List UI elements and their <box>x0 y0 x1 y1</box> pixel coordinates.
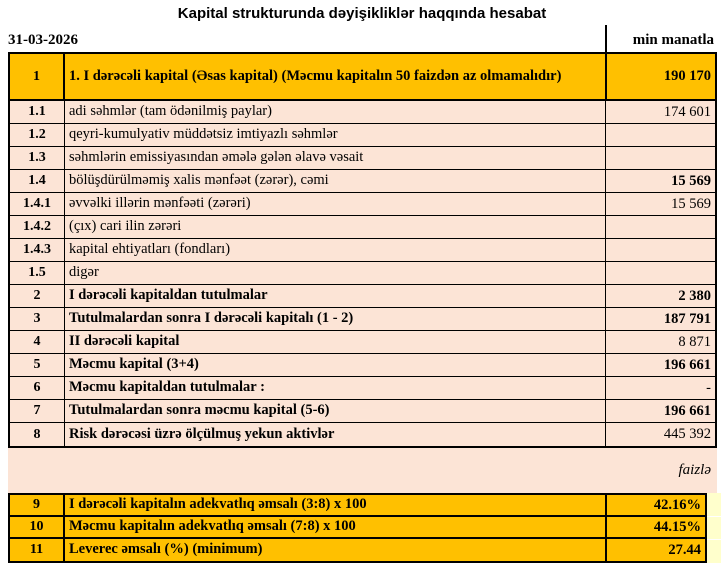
row-id: 5 <box>10 354 65 376</box>
row-id: 7 <box>10 400 65 422</box>
table-row <box>10 308 715 331</box>
percent-note: faizlə <box>678 462 711 478</box>
side-strip <box>707 493 721 563</box>
row-value: 196 661 <box>605 354 715 376</box>
table-row <box>10 495 705 517</box>
table-row <box>10 101 715 124</box>
row-value: 445 392 <box>605 423 715 446</box>
report-title: Kapital strukturunda dəyişikliklər haqqında hesabat <box>177 5 547 22</box>
row-label: Məcmu kapital (3+4) <box>69 356 199 373</box>
row-value: - <box>605 377 715 399</box>
ratio-table <box>8 493 707 563</box>
row-id: 1.3 <box>10 147 65 169</box>
row-label: (çıx) cari ilin zərəri <box>69 218 182 235</box>
table-row <box>10 124 715 147</box>
row-label: 1. I dərəcəli kapital (Əsas kapital) (Məcmu kapitalın 50 faizdən az olmamalıdır) <box>69 67 562 84</box>
table-row <box>10 377 715 400</box>
table-row <box>10 517 705 539</box>
header-row <box>8 25 717 52</box>
row-value: 190 170 <box>605 54 715 99</box>
row-id: 6 <box>10 377 65 399</box>
side-strip-cell <box>707 540 721 563</box>
row-value: 15 569 <box>605 170 715 192</box>
row-value <box>605 239 715 261</box>
row-label: Tutulmalardan sonra I dərəcəli kapitalı (1 - 2) <box>69 310 354 327</box>
row-id: 1.4 <box>10 170 65 192</box>
row-label: Tutulmalardan sonra məcmu kapital (5-6) <box>69 402 330 419</box>
table-row <box>10 54 715 101</box>
row-id: 9 <box>10 495 65 515</box>
row-label: Məcmu kapitalın adekvatlıq əmsalı (7:8) x 100 <box>69 518 356 535</box>
row-label: qeyri-kumulyativ müddətsiz imtiyazlı səhmlər <box>69 126 338 143</box>
row-label: əvvəlki illərin mənfəəti (zərəri) <box>69 195 251 212</box>
row-id: 1 <box>10 54 65 99</box>
row-value: 42.16% <box>605 495 705 515</box>
capital-table <box>8 52 717 448</box>
row-id: 10 <box>10 517 65 537</box>
unit-label-cell <box>605 25 717 52</box>
unit-label: min manatla <box>632 32 714 48</box>
row-value: 15 569 <box>605 193 715 215</box>
table-row <box>10 400 715 423</box>
row-label: kapital ehtiyatları (fondları) <box>69 241 231 258</box>
row-value: 187 791 <box>605 308 715 330</box>
row-label: I dərəcəli kapitaldan tutulmalar <box>69 287 268 304</box>
row-value <box>605 124 715 146</box>
table-row <box>10 239 715 262</box>
row-id: 4 <box>10 331 65 353</box>
row-id: 1.4.3 <box>10 239 65 261</box>
row-label: adi səhmlər (tam ödənilmiş paylar) <box>69 103 272 120</box>
table-row <box>10 354 715 377</box>
table-row <box>10 331 715 354</box>
table-row <box>10 193 715 216</box>
row-value <box>605 262 715 284</box>
row-value: 27.44 <box>605 539 705 561</box>
table-row <box>10 262 715 285</box>
row-id: 2 <box>10 285 65 307</box>
row-label: səhmlərin emissiyasından əmələ gələn əlavə vəsait <box>69 149 364 166</box>
table-row <box>10 539 705 561</box>
row-value: 8 871 <box>605 331 715 353</box>
side-strip-cell <box>707 517 721 541</box>
row-id: 1.5 <box>10 262 65 284</box>
row-value: 2 380 <box>605 285 715 307</box>
row-label: digər <box>69 264 99 281</box>
percent-note-row <box>8 448 717 493</box>
table-row <box>10 216 715 239</box>
row-value: 196 661 <box>605 400 715 422</box>
row-id: 11 <box>10 539 65 561</box>
row-id: 8 <box>10 423 65 446</box>
table-row <box>10 285 715 308</box>
row-id: 3 <box>10 308 65 330</box>
row-value <box>605 216 715 238</box>
report-date: 31-03-2026 <box>8 32 78 48</box>
row-value: 44.15% <box>605 517 705 537</box>
row-label: II dərəcəli kapital <box>69 333 180 350</box>
row-id: 1.1 <box>10 101 65 123</box>
row-value: 174 601 <box>605 101 715 123</box>
row-value <box>605 147 715 169</box>
row-label: bölüşdürülməmiş xalis mənfəət (zərər), cəmi <box>69 172 329 189</box>
table-row <box>10 170 715 193</box>
row-id: 1.4.2 <box>10 216 65 238</box>
ratio-section <box>8 493 721 563</box>
row-label: Leverec əmsalı (%) (minimum) <box>69 541 263 558</box>
row-label: Risk dərəcəsi üzrə ölçülmuş yekun aktivlər <box>69 425 335 442</box>
row-id: 1.2 <box>10 124 65 146</box>
side-strip-cell <box>707 493 721 517</box>
row-label: Məcmu kapitaldan tutulmalar : <box>69 379 265 396</box>
table-row <box>10 423 715 446</box>
row-label: I dərəcəli kapitalın adekvatlıq əmsalı (3:8) x 100 <box>69 496 367 513</box>
row-id: 1.4.1 <box>10 193 65 215</box>
table-row <box>10 147 715 170</box>
